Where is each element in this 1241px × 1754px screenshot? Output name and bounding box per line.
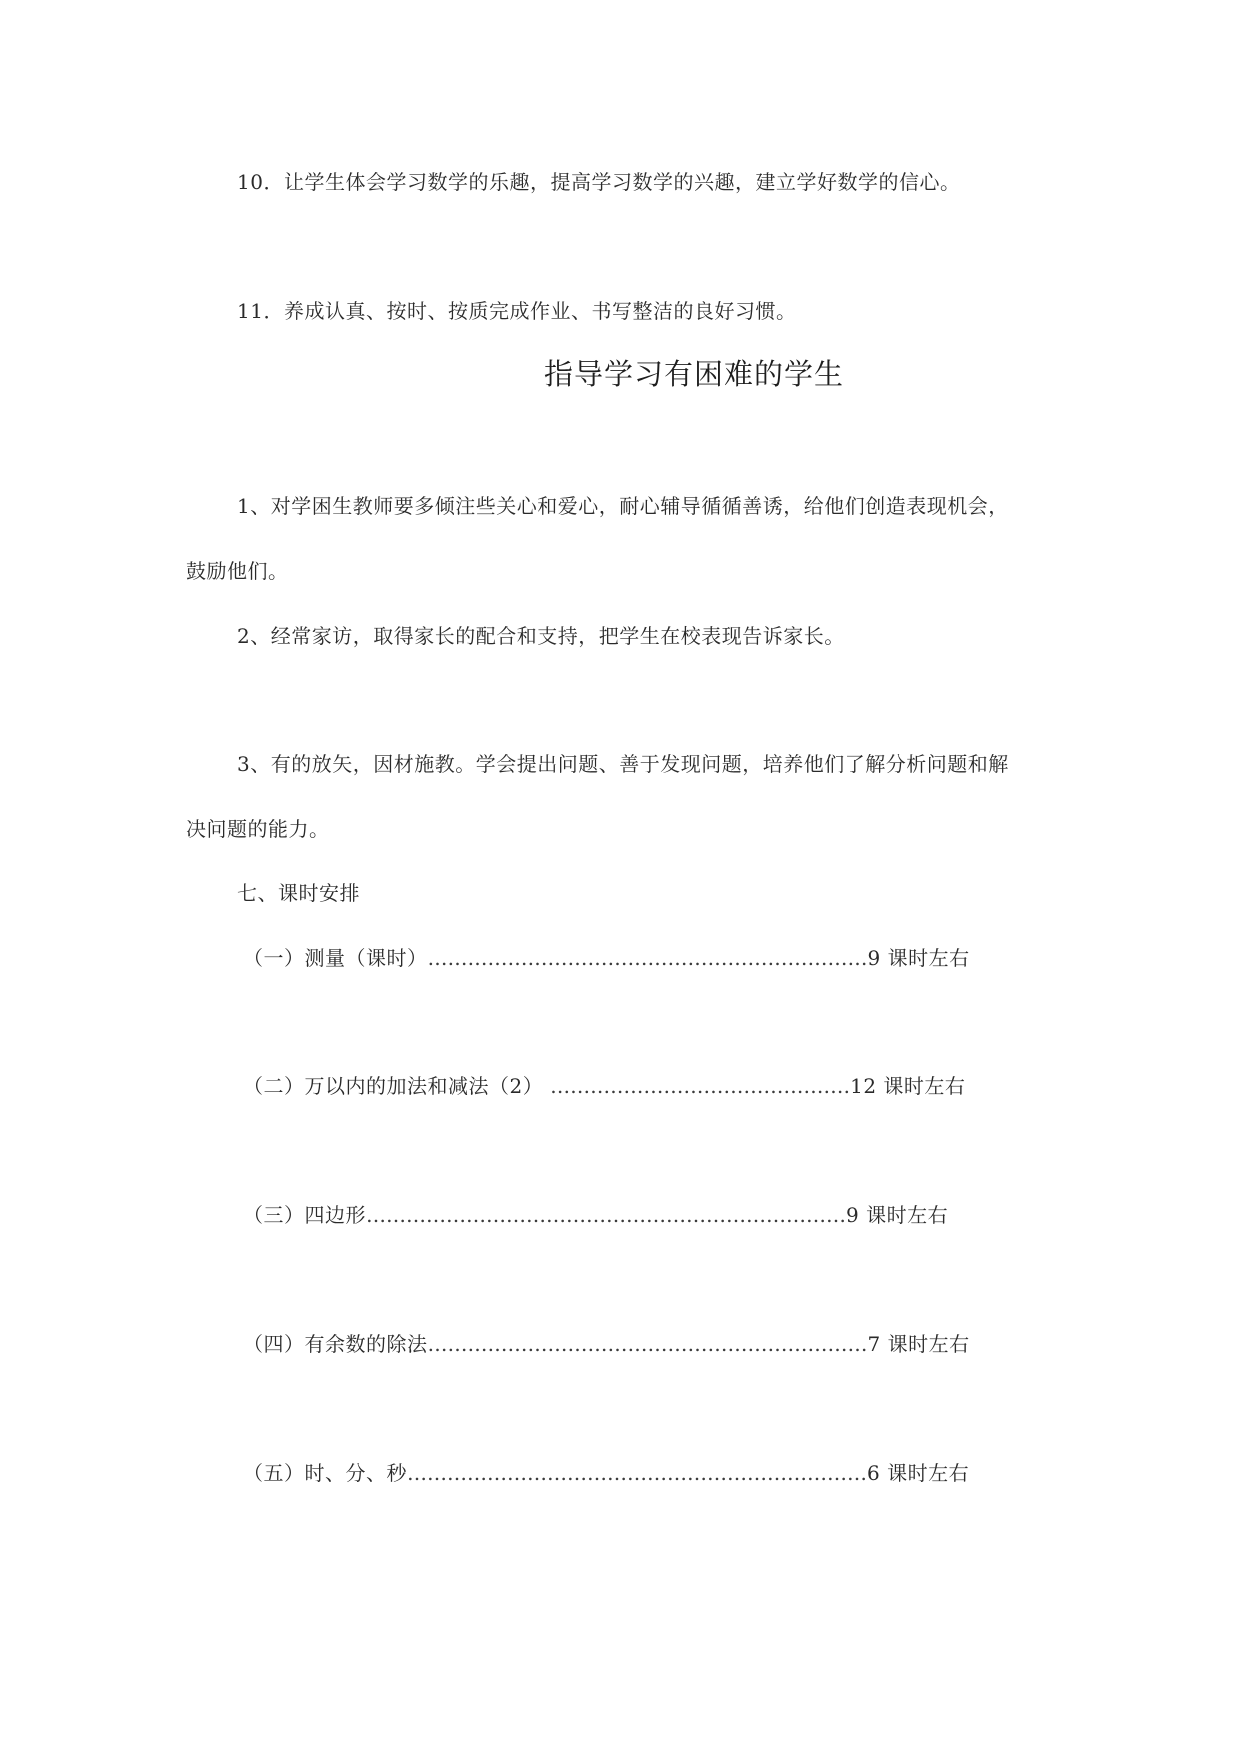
schedule-unit: （五）时、分、秒 — [243, 1461, 407, 1485]
guidance-item-1-line-2: 鼓励他们。 — [186, 559, 289, 583]
schedule-row — [243, 1072, 965, 1100]
guidance-item-1-line-1: 1、对学困生教师要多倾注些关心和爱心，耐心辅导循循善诱，给他们创造表现机会， — [237, 494, 1009, 518]
schedule-row — [243, 1459, 969, 1487]
schedule-row — [243, 1330, 970, 1358]
schedule-row — [243, 1201, 948, 1229]
goal-item-11: 11．养成认真、按时、按质完成作业、书写整洁的良好习惯。 — [237, 299, 797, 323]
leader-dots: …………………………………………………………… — [407, 1461, 867, 1485]
guidance-item-3-line-1: 3、有的放矢，因材施教。学会提出问题、善于发现问题，培养他们了解分析问题和解 — [237, 752, 1009, 776]
section-title: 指导学习有困难的学生 — [544, 357, 845, 391]
leader-dots: ………………………………………………………… — [427, 1332, 868, 1356]
schedule-unit: （一）测量（课时） — [243, 946, 428, 970]
guidance-item-2: 2、经常家访，取得家长的配合和支持，把学生在校表现告诉家长。 — [237, 624, 845, 648]
schedule-hours: 7 课时左右 — [867, 1332, 970, 1356]
schedule-heading: 七、课时安排 — [237, 881, 360, 905]
guidance-item-3-line-2: 决问题的能力。 — [186, 817, 330, 841]
schedule-unit: （三）四边形 — [243, 1203, 366, 1227]
schedule-unit: （二）万以内的加法和减法（2） — [243, 1074, 551, 1098]
goal-item-10: 10．让学生体会学习数学的乐趣，提高学习数学的兴趣，建立学好数学的信心。 — [237, 170, 961, 194]
schedule-hours: 6 课时左右 — [867, 1461, 970, 1485]
leader-dots: ……………………………………………………………… — [366, 1203, 846, 1227]
schedule-hours: 12 课时左右 — [850, 1074, 966, 1098]
schedule-hours: 9 课时左右 — [846, 1203, 949, 1227]
leader-dots: ………………………………………………………… — [427, 946, 868, 970]
schedule-hours: 9 课时左右 — [867, 946, 970, 970]
schedule-row — [243, 944, 970, 972]
schedule-unit: （四）有余数的除法 — [243, 1332, 428, 1356]
leader-dots: ……………………………………… — [550, 1074, 851, 1098]
